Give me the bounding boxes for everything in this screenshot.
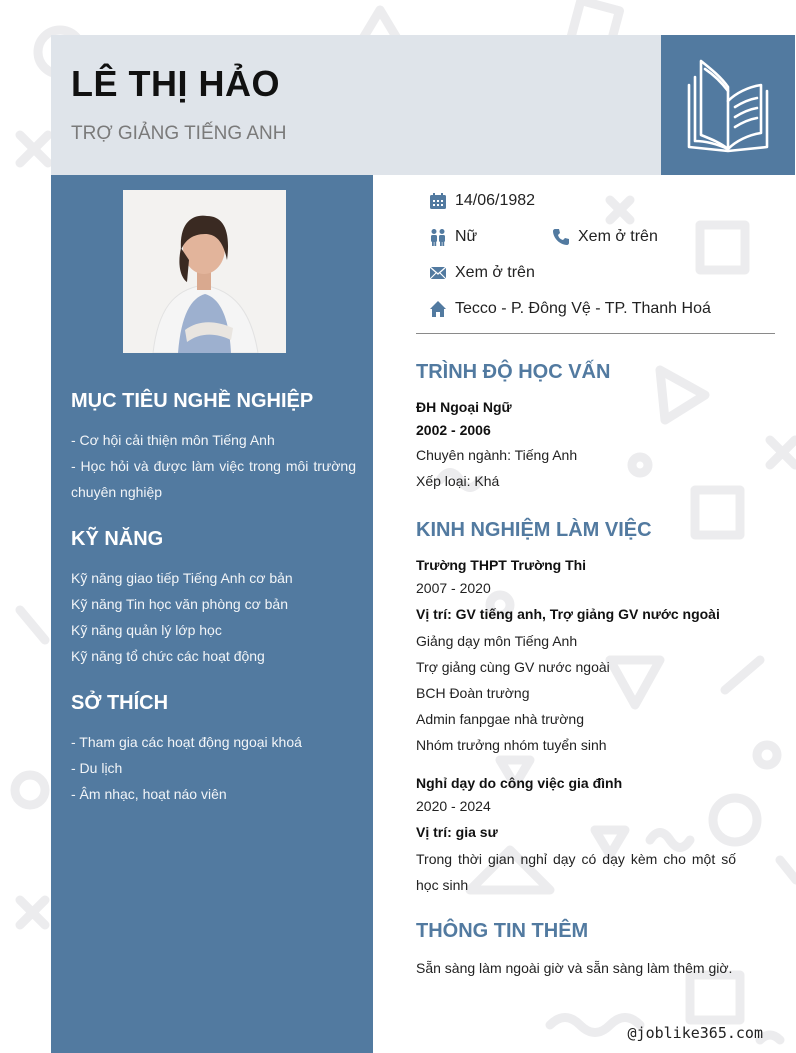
job-entry <box>416 554 736 758</box>
education-major: Chuyên ngành: Tiếng Anh <box>416 447 578 463</box>
skill-item: Kỹ năng quản lý lớp học <box>71 622 222 638</box>
hobby-item: - Du lịch <box>71 760 123 776</box>
job-entry <box>416 772 736 898</box>
sidebar <box>51 175 373 1053</box>
job-company: Nghỉ dạy do công việc gia đình <box>416 775 623 791</box>
hobbies-title: SỞ THÍCH <box>71 692 169 714</box>
people-icon <box>429 228 447 246</box>
job-position: Vị trí: gia sư <box>416 824 498 840</box>
objective-item: - Cơ hội cải thiện môn Tiếng Anh <box>71 432 275 448</box>
extra-title: THÔNG TIN THÊM <box>416 920 589 942</box>
job-duty: Admin fanpgae nhà trường <box>416 711 584 727</box>
contact-phone <box>552 228 658 246</box>
contact-birthdate <box>429 192 535 210</box>
hobbies-section <box>71 692 356 807</box>
phone-value: Xem ở trên <box>578 228 658 245</box>
contact-gender <box>429 228 477 246</box>
envelope-icon <box>429 264 447 282</box>
skill-item: Kỹ năng Tin học văn phòng cơ bản <box>71 596 288 612</box>
profile-photo <box>123 190 286 353</box>
job-duty: Nhóm trưởng nhóm tuyển sinh <box>416 737 607 753</box>
job-duty: Giảng dạy môn Tiếng Anh <box>416 633 578 649</box>
job-company: Trường THPT Trường Thi <box>416 557 587 573</box>
job-years: 2020 - 2024 <box>416 798 491 814</box>
extra-section <box>416 920 736 981</box>
extra-text: Sẵn sàng làm ngoài giờ và sẵn sàng làm thêm giờ. <box>416 960 733 976</box>
experience-title: KINH NGHIỆM LÀM VIỆC <box>416 519 652 541</box>
calendar-icon <box>429 192 447 210</box>
education-years: 2002 - 2006 <box>416 422 491 438</box>
watermark: @joblike365.com <box>627 1024 763 1042</box>
email-value: Xem ở trên <box>455 264 535 281</box>
address-value: Tecco - P. Đông Vệ - TP. Thanh Hoá <box>455 300 711 317</box>
skill-item: Kỹ năng tổ chức các hoạt động <box>71 648 265 664</box>
phone-icon <box>552 228 570 246</box>
skills-title: KỸ NĂNG <box>71 528 164 550</box>
home-icon <box>429 300 447 318</box>
header <box>51 35 661 175</box>
avatar-illustration <box>123 190 286 353</box>
education-school: ĐH Ngoại Ngữ <box>416 399 512 415</box>
objective-item: - Học hỏi và được làm việc trong môi trường chuyên nghiệp <box>71 458 356 500</box>
education-grade: Xếp loại: Khá <box>416 473 500 489</box>
open-book-icon <box>681 57 775 153</box>
hobby-item: - Âm nhạc, hoạt náo viên <box>71 786 227 802</box>
logo-box <box>661 35 795 175</box>
hobby-item: - Tham gia các hoạt động ngoại khoá <box>71 734 302 750</box>
objective-section <box>71 390 356 505</box>
candidate-name: LÊ THỊ HẢO <box>71 63 280 104</box>
education-title: TRÌNH ĐỘ HỌC VẤN <box>416 361 611 383</box>
contact-email <box>429 264 535 282</box>
skills-section <box>71 528 356 669</box>
job-title: TRỢ GIẢNG TIẾNG ANH <box>71 123 287 144</box>
divider <box>416 333 775 334</box>
education-section <box>416 361 736 494</box>
job-duty: Trợ giảng cùng GV nước ngoài <box>416 659 610 675</box>
experience-section <box>416 519 736 898</box>
contact-address <box>429 300 711 318</box>
skill-item: Kỹ năng giao tiếp Tiếng Anh cơ bản <box>71 570 293 586</box>
job-duty: BCH Đoàn trường <box>416 685 530 701</box>
objective-title: MỤC TIÊU NGHỀ NGHIỆP <box>71 390 314 412</box>
birthdate-value: 14/06/1982 <box>455 192 536 209</box>
job-position: Vị trí: GV tiếng anh, Trợ giảng GV nước ngoài <box>416 606 720 622</box>
gender-value: Nữ <box>455 228 478 245</box>
job-years: 2007 - 2020 <box>416 580 491 596</box>
job-duty: Trong thời gian nghỉ dạy có dạy kèm cho một số học sinh <box>416 851 736 893</box>
